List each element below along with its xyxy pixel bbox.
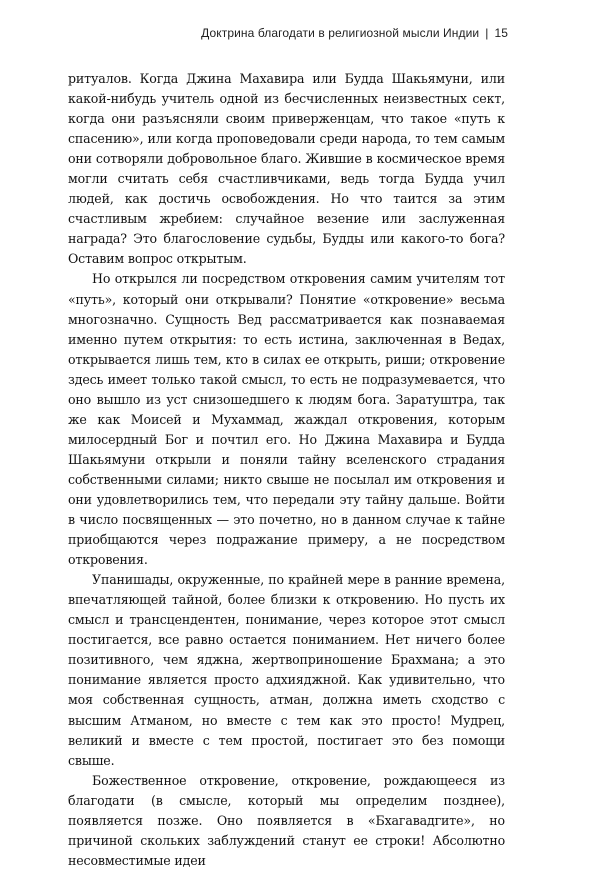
paragraph-4: Божественное откровение, откровение, рождающееся из благодати (в смысле, который мы определим позднее), появляется позже. Оно появляется в «Бхагавадгите», но причиной скольких заблуждений станут ее строки! Абсолютно несовместимые идеи [68, 772, 505, 868]
paragraph-2: Но открылся ли посредством откровения самим учителям тот «путь», который они открывали? Понятие «откровение» весьма многозначно. Сущность Вед рассматривается как познаваемая именно путем открытия: то есть истина, заключенная в Ведах, открывается лишь тем, кто в силах ее открыть, риши; откровение здесь имеет только такой смысл, то есть не подразумевается, что оно вышло из уст снизошедшего к людям бога. Заратуштра, так же как Моисей и Мухаммад, жаждал откровения, которым милосердный Бог и почтил его. Но Джина Махавира и Будда Шакьямуни открыли и поняли тайну вселенского страдания собственными силами; никто свыше не посылал им откровения и они удовлетворились тем, что передали эту тайну дальше. Войти в число посвященных — это почетно, но в данном случае к тайне приобщаются через подражание примеру, а не посредством откровения. [68, 271, 505, 568]
running-header [201, 26, 508, 40]
running-title: Доктрина благодати в религиозной мысли Индии [201, 26, 480, 40]
body-text [68, 69, 505, 871]
header-separator: | [485, 26, 489, 40]
paragraph-1: ритуалов. Когда Джина Махавира или Будда Шакьямуни, или какой-нибудь учитель одной из бесчисленных неизвестных сект, когда они разъясняли своим приверженцам, что такое «путь к спасению», или когда проповедовали среди народа, то тем самым они сотворяли добровольное благо. Жившие в космическое время могли считать себя счастливчиками, ведь тогда Будда учил людей, как достичь освобождения. Но что таится за этим счастливым жребием: случайное везение или заслуженная награда? Это благословение судьбы, Будды или какого-то бога? Оставим вопрос открытым. [68, 71, 505, 267]
page-number: 15 [494, 26, 508, 40]
paragraph-3: Упанишады, окруженные, по крайней мере в ранние времена, впечатляющей тайной, более близки к откровению. Но пусть их смысл и трансцендентен, понимание, через которое этот смысл постигается, все равно остается пониманием. Нет ничего более позитивного, чем яджна, жертвоприношение Брахмана; а это понимание является просто адхияджной. Как удивительно, что моя собственная сущность, атман, должна иметь сходство с высшим Атманом, но вместе с тем как это просто! Мудрец, великий и вместе с тем простой, постигает это без помощи свыше. [68, 572, 505, 768]
